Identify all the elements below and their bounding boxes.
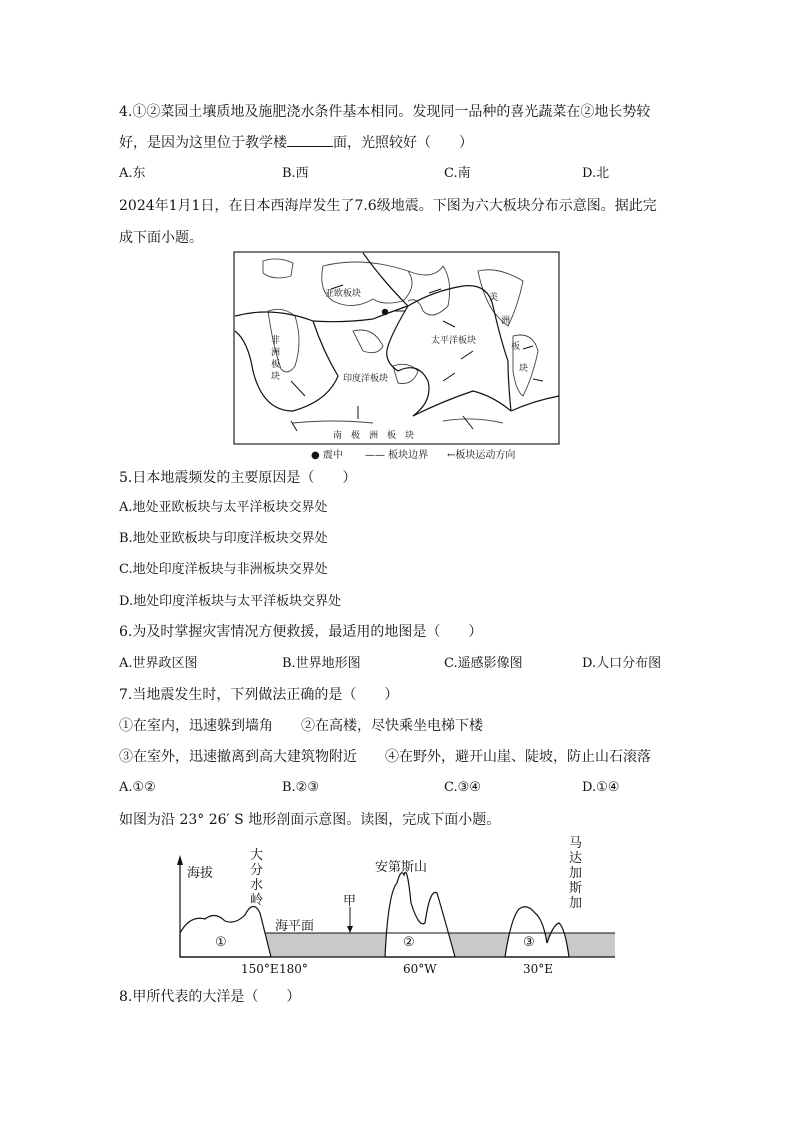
q7-statements-line2: ③在室外，迅速撤离到高大建筑物附近 ④在野外，避开山崖、陡坡，防止山石滚落 bbox=[119, 749, 651, 765]
q8-stem: 8.甲所代表的大洋是（ ） bbox=[119, 989, 301, 1005]
great-dividing-range-char-1: 大 bbox=[250, 848, 264, 863]
q5-stem: 5.日本地震频发的主要原因是（ ） bbox=[119, 470, 357, 486]
q5-option-a[interactable]: A.地处亚欧板块与太平洋板块交界处 bbox=[119, 500, 328, 515]
q4-stem-line1: 4.①②菜园土壤质地及施肥浇水条件基本相同。发现同一品种的喜光蔬菜在②地长势较 bbox=[119, 104, 651, 120]
legend-epicenter: ● 震中 bbox=[311, 450, 343, 461]
madagascar-char-5: 加 bbox=[569, 896, 583, 911]
q4-stem-part1: 好，是因为这里位于教学楼 bbox=[119, 135, 287, 151]
madagascar-char-2: 达 bbox=[569, 851, 583, 866]
q5-option-b[interactable]: B.地处亚欧板块与印度洋板块交界处 bbox=[119, 531, 328, 546]
intro2-text: 如图为沿 23° 26′ S 地形剖面示意图。读图，完成下面小题。 bbox=[119, 812, 501, 828]
label-african-plate-1: 非 bbox=[271, 336, 281, 346]
label-american-plate-4: 块 bbox=[519, 364, 529, 374]
label-pacific-plate: 太平洋板块 bbox=[431, 336, 477, 346]
q7-statements-line1: ①在室内，迅速躲到墙角 ②在高楼，尽快乘坐电梯下楼 bbox=[119, 718, 483, 734]
tick-150e: 150°E bbox=[241, 962, 279, 976]
label-eurasian-plate: 亚欧板块 bbox=[325, 289, 362, 299]
label-american-plate-3: 板 bbox=[511, 342, 521, 352]
great-dividing-range-char-3: 水 bbox=[250, 878, 264, 893]
q7-stem: 7.当地震发生时，下列做法正确的是（ ） bbox=[119, 687, 399, 703]
q4-option-c[interactable]: C.南 bbox=[444, 166, 471, 181]
tick-60w: 60°W bbox=[403, 962, 437, 976]
q6-stem: 6.为及时掌握灾害情况方便救援，最适用的地图是（ ） bbox=[119, 624, 483, 640]
intro1-line2: 成下面小题。 bbox=[119, 230, 203, 246]
q6-option-b[interactable]: B.世界地形图 bbox=[282, 656, 361, 671]
madagascar-char-4: 斯 bbox=[569, 881, 583, 896]
q7-option-b[interactable]: B.②③ bbox=[282, 780, 319, 795]
q6-option-a[interactable]: A.世界政区图 bbox=[119, 656, 198, 671]
q7-option-d[interactable]: D.①④ bbox=[582, 780, 620, 795]
great-dividing-range-char-4: 岭 bbox=[250, 893, 264, 908]
label-antarctic-plate: 南 极 洲 板 块 bbox=[333, 431, 415, 441]
q4-stem-line2 bbox=[119, 134, 473, 152]
q5-option-c[interactable]: C.地处印度洋板块与非洲板块交界处 bbox=[119, 562, 328, 577]
q7-option-c[interactable]: C.③④ bbox=[444, 780, 481, 795]
label-american-plate-1: 美 bbox=[489, 293, 499, 303]
q7-option-a[interactable]: A.①② bbox=[119, 780, 156, 795]
legend-boundary: —— 板块边界 bbox=[365, 450, 429, 461]
tick-180: 180° bbox=[279, 962, 308, 976]
sea-level-label: 海平面 bbox=[275, 919, 315, 934]
label-indian-plate: 印度洋板块 bbox=[343, 374, 389, 384]
jia-label: 甲 bbox=[343, 894, 357, 909]
madagascar-char-3: 加 bbox=[569, 866, 583, 881]
madagascar-char-1: 马 bbox=[569, 836, 583, 851]
q5-option-d[interactable]: D.地处印度洋板块与太平洋板块交界处 bbox=[119, 594, 342, 609]
label-american-plate-2: 洲 bbox=[501, 316, 511, 326]
q6-option-c[interactable]: C.遥感影像图 bbox=[444, 656, 523, 671]
label-african-plate-2: 洲 bbox=[271, 348, 281, 358]
plate-distribution-map bbox=[233, 251, 561, 463]
label-african-plate-3: 板 bbox=[271, 360, 281, 370]
epicenter-marker bbox=[382, 309, 388, 315]
andes-label: 安第斯山 bbox=[375, 860, 428, 875]
q4-answer-blank[interactable] bbox=[287, 134, 333, 147]
great-dividing-range-char-2: 分 bbox=[250, 863, 264, 878]
q6-option-d[interactable]: D.人口分布图 bbox=[582, 656, 662, 671]
q4-option-b[interactable]: B.西 bbox=[282, 166, 309, 181]
tick-30e: 30°E bbox=[523, 962, 554, 976]
terrain-profile-23-26-s bbox=[175, 833, 620, 981]
intro1-line1: 2024年1月1日，在日本西海岸发生了7.6级地震。下图为六大板块分布示意图。据此完 bbox=[119, 198, 657, 214]
circle-2-label: ② bbox=[403, 935, 415, 950]
circle-3-label: ③ bbox=[523, 935, 535, 950]
legend-direction: ←板块运动方向 bbox=[447, 450, 516, 461]
label-african-plate-4: 块 bbox=[271, 372, 281, 382]
profile-ylabel: 海拔 bbox=[187, 866, 214, 881]
q4-option-d[interactable]: D.北 bbox=[582, 166, 610, 181]
q4-stem-part2: 面，光照较好（ ） bbox=[333, 135, 473, 151]
q4-option-a[interactable]: A.东 bbox=[119, 166, 146, 181]
circle-1-label: ① bbox=[215, 935, 227, 950]
